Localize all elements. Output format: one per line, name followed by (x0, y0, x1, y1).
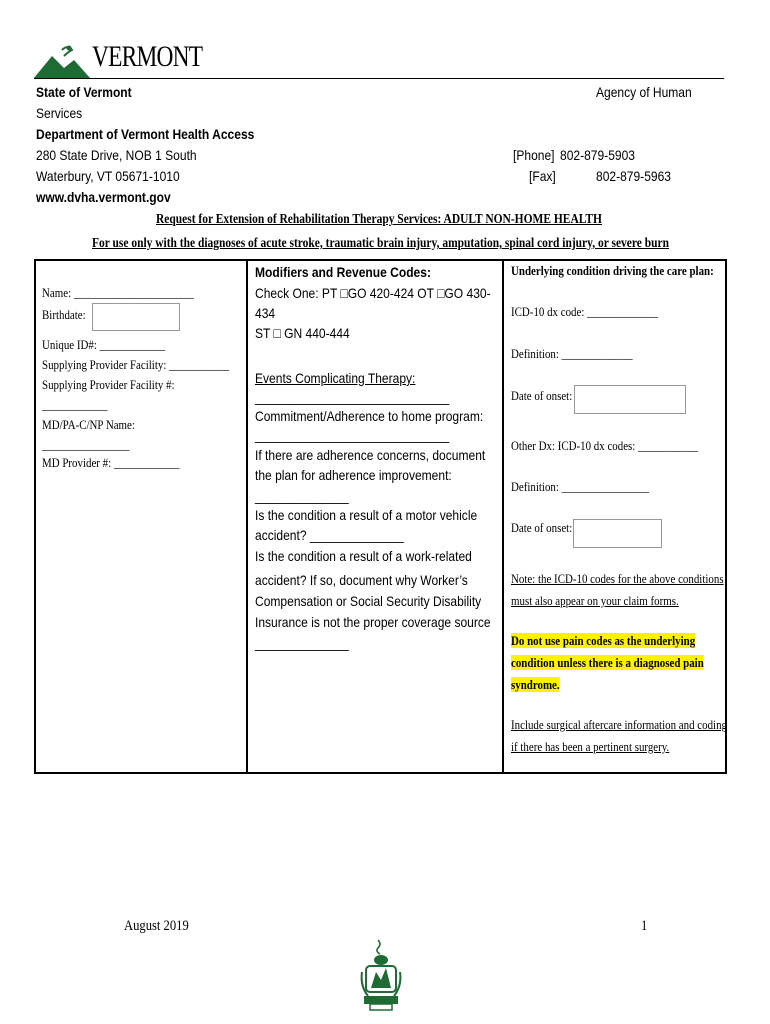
therapy-type-checkboxes[interactable]: Check One: PT □GO 420-424 OT □GO 430- (255, 285, 491, 301)
birthdate-label: Birthdate: (42, 307, 86, 322)
name-field[interactable]: Name: ______________________ (42, 285, 194, 300)
work-related-label-2: accident? If so, document why Worker’s (255, 572, 468, 588)
work-related-label-3: Compensation or Social Security Disability (255, 593, 482, 609)
supplying-facility-field[interactable]: Supplying Provider Facility: ___________ (42, 357, 230, 372)
modifiers-heading: Modifiers and Revenue Codes: (255, 264, 431, 280)
onset-label: Date of onset: (511, 388, 573, 403)
unique-id-field[interactable]: Unique ID#: ____________ (42, 337, 166, 352)
definition2-field[interactable]: Definition: ________________ (511, 479, 650, 494)
other-dx-field[interactable]: Other Dx: ICD-10 dx codes: ___________ (511, 438, 699, 453)
phone-label: [Phone] (513, 147, 555, 163)
work-related-field[interactable]: ______________ (255, 635, 349, 651)
surgery-line-2: if there has been a pertinent surgery. (511, 739, 670, 754)
definition-field[interactable]: Definition: _____________ (511, 346, 633, 361)
icd-code-field[interactable]: ICD-10 dx code: _____________ (511, 304, 659, 319)
fax-label: [Fax] (529, 168, 556, 184)
therapy-type-continued: 434 (255, 305, 276, 321)
events-field[interactable]: _____________________________ (255, 389, 450, 405)
supplying-facility-number-label: Supplying Provider Facility #: (42, 377, 175, 392)
logo-text: VERMONT (92, 40, 203, 73)
form-subtitle: For use only with the diagnoses of acute stroke, traumatic brain injury, amputation, spinal cord injury, or severe burn (92, 236, 670, 251)
onset-date-input[interactable] (574, 385, 686, 414)
events-label: Events Complicating Therapy: (255, 370, 416, 386)
agency-continued: Services (36, 105, 83, 121)
motor-vehicle-field[interactable]: accident? ______________ (255, 527, 404, 543)
adherence-field[interactable]: ______________ (255, 488, 349, 504)
work-related-label-1: Is the condition a result of a work-related (255, 548, 472, 564)
speech-therapy-checkbox[interactable]: ST □ GN 440-444 (255, 325, 350, 341)
surgery-line-1: Include surgical aftercare information and coding (511, 717, 727, 732)
md-name-label: MD/PA-C/NP Name: (42, 417, 135, 432)
birthdate-input[interactable] (92, 303, 180, 331)
website: www.dvha.vermont.gov (36, 189, 171, 205)
page-number: 1 (641, 918, 648, 934)
md-name-field[interactable]: ________________ (42, 437, 130, 452)
fax-number: 802-879-5963 (596, 168, 671, 184)
phone-number: 802-879-5903 (560, 147, 635, 163)
work-related-label-4: Insurance is not the proper coverage source (255, 614, 491, 630)
onset2-label: Date of onset: (511, 520, 573, 535)
motor-vehicle-label: Is the condition a result of a motor vehicle (255, 507, 478, 523)
state-name: State of Vermont (36, 84, 132, 100)
note-line-2: must also appear on your claim forms. (511, 593, 679, 608)
underlying-condition-heading: Underlying condition driving the care plan: (511, 263, 714, 278)
commitment-label: Commitment/Adherence to home program: (255, 408, 484, 424)
vermont-seal-icon (358, 938, 404, 1012)
address-line-2: Waterbury, VT 05671-1010 (36, 168, 180, 184)
address-line-1: 280 State Drive, NOB 1 South (36, 147, 197, 163)
header-rule (34, 78, 724, 79)
adherence-label-1: If there are adherence concerns, document (255, 447, 486, 463)
commitment-field[interactable]: _____________________________ (255, 427, 450, 443)
onset2-date-input[interactable] (573, 519, 662, 548)
column-divider-2 (502, 259, 504, 774)
md-provider-field[interactable]: MD Provider #: ____________ (42, 455, 180, 470)
form-title: Request for Extension of Rehabilitation Therapy Services: ADULT NON-HOME HEALTH (156, 212, 602, 227)
warning-line-3: syndrome. (511, 677, 560, 692)
warning-line-2: condition unless there is a diagnosed pain (511, 655, 704, 670)
column-divider-1 (246, 259, 248, 774)
footer-date: August 2019 (124, 918, 189, 934)
department-name: Department of Vermont Health Access (36, 126, 255, 142)
adherence-label-2: the plan for adherence improvement: (255, 467, 452, 483)
warning-line-1: Do not use pain codes as the underlying (511, 633, 696, 648)
agency-name: Agency of Human (596, 84, 692, 100)
supplying-facility-number-field[interactable]: ____________ (42, 397, 108, 412)
note-line-1: Note: the ICD-10 codes for the above conditions (511, 571, 724, 586)
